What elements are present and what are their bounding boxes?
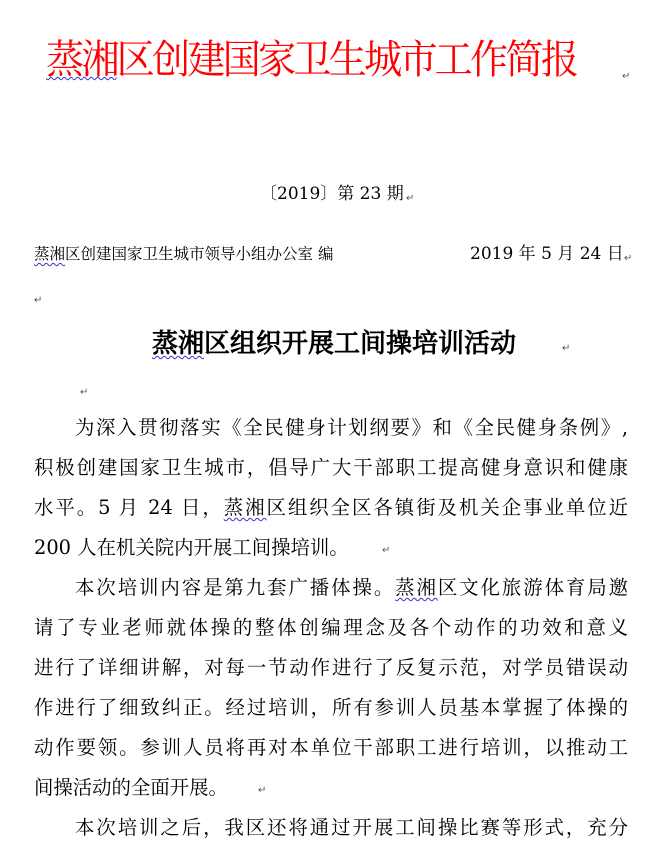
- paragraph-line: 积极创建国家卫生城市，倡导广大干部职工提高健身意识和健康: [34, 456, 628, 479]
- paragraph-mark: ↵: [624, 253, 633, 264]
- paragraph-mark: ↵: [622, 71, 631, 82]
- office-squiggle-part: 蒸湘: [34, 245, 66, 263]
- paragraph-line: 进行了详细讲解，对每一节动作进行了反复示范，对学员错误动: [34, 656, 628, 679]
- article-paragraph-1: [34, 408, 628, 568]
- office-rest: 区创建国家卫生城市领导小组办公室 编: [65, 245, 334, 263]
- masthead-squiggle-part: 蒸湘: [46, 37, 117, 83]
- paragraph-line: 200 人在机关院内开展工间操培训。: [34, 536, 349, 559]
- masthead-title: [46, 22, 590, 98]
- publishing-office: [34, 240, 333, 268]
- paragraph-line: 水平。5 月 24 日，蒸湘区组织全区各镇街及机关企事业单位近: [34, 496, 629, 519]
- paragraph-mark: ↵: [382, 545, 391, 556]
- line-squiggle-part: 蒸湘: [223, 496, 267, 519]
- empty-paragraph-mark: ↵: [80, 387, 89, 398]
- paragraph-line: 本次培训内容是第九套广播体操。蒸湘区文化旅游体育局邀: [75, 576, 629, 599]
- headline-squiggle-part: 蒸湘: [152, 329, 205, 359]
- paragraph-mark: ↵: [406, 193, 415, 204]
- article-headline: [152, 322, 516, 366]
- paragraph-line: 动作要领。参训人员将再对本单位干部职工进行培训，以推动工: [34, 736, 628, 759]
- empty-paragraph-mark: ↵: [34, 295, 43, 306]
- publish-date: 2019 年 5 月 24 日: [470, 244, 624, 264]
- paragraph-line: 作进行了细致纠正。经过培训，所有参训人员基本掌握了体操的: [34, 696, 628, 719]
- paragraph-line: 请了专业老师就体操的整体创编理念及各个动作的功效和意义: [34, 616, 628, 639]
- headline-rest: 区组织开展工间操培训活动: [204, 329, 517, 359]
- paragraph-mark: ↵: [562, 343, 571, 354]
- issue-number: 〔2019〕第 23 期: [260, 184, 404, 204]
- article-paragraph-3: [34, 808, 628, 848]
- paragraph-line: 本次培训之后，我区还将通过开展工间操比赛等形式，充分: [75, 816, 628, 839]
- article-paragraph-2: [34, 568, 628, 808]
- paragraph-line: 间操活动的全面开展。: [34, 776, 228, 799]
- paragraph-line: 为深入贯彻落实《全民健身计划纲要》和《全民健身条例》,: [75, 416, 628, 439]
- paragraph-mark: ↵: [258, 785, 267, 796]
- line-squiggle-part: 蒸湘: [395, 576, 438, 599]
- masthead-rest: 区创建国家卫生城市工作简报: [116, 37, 577, 83]
